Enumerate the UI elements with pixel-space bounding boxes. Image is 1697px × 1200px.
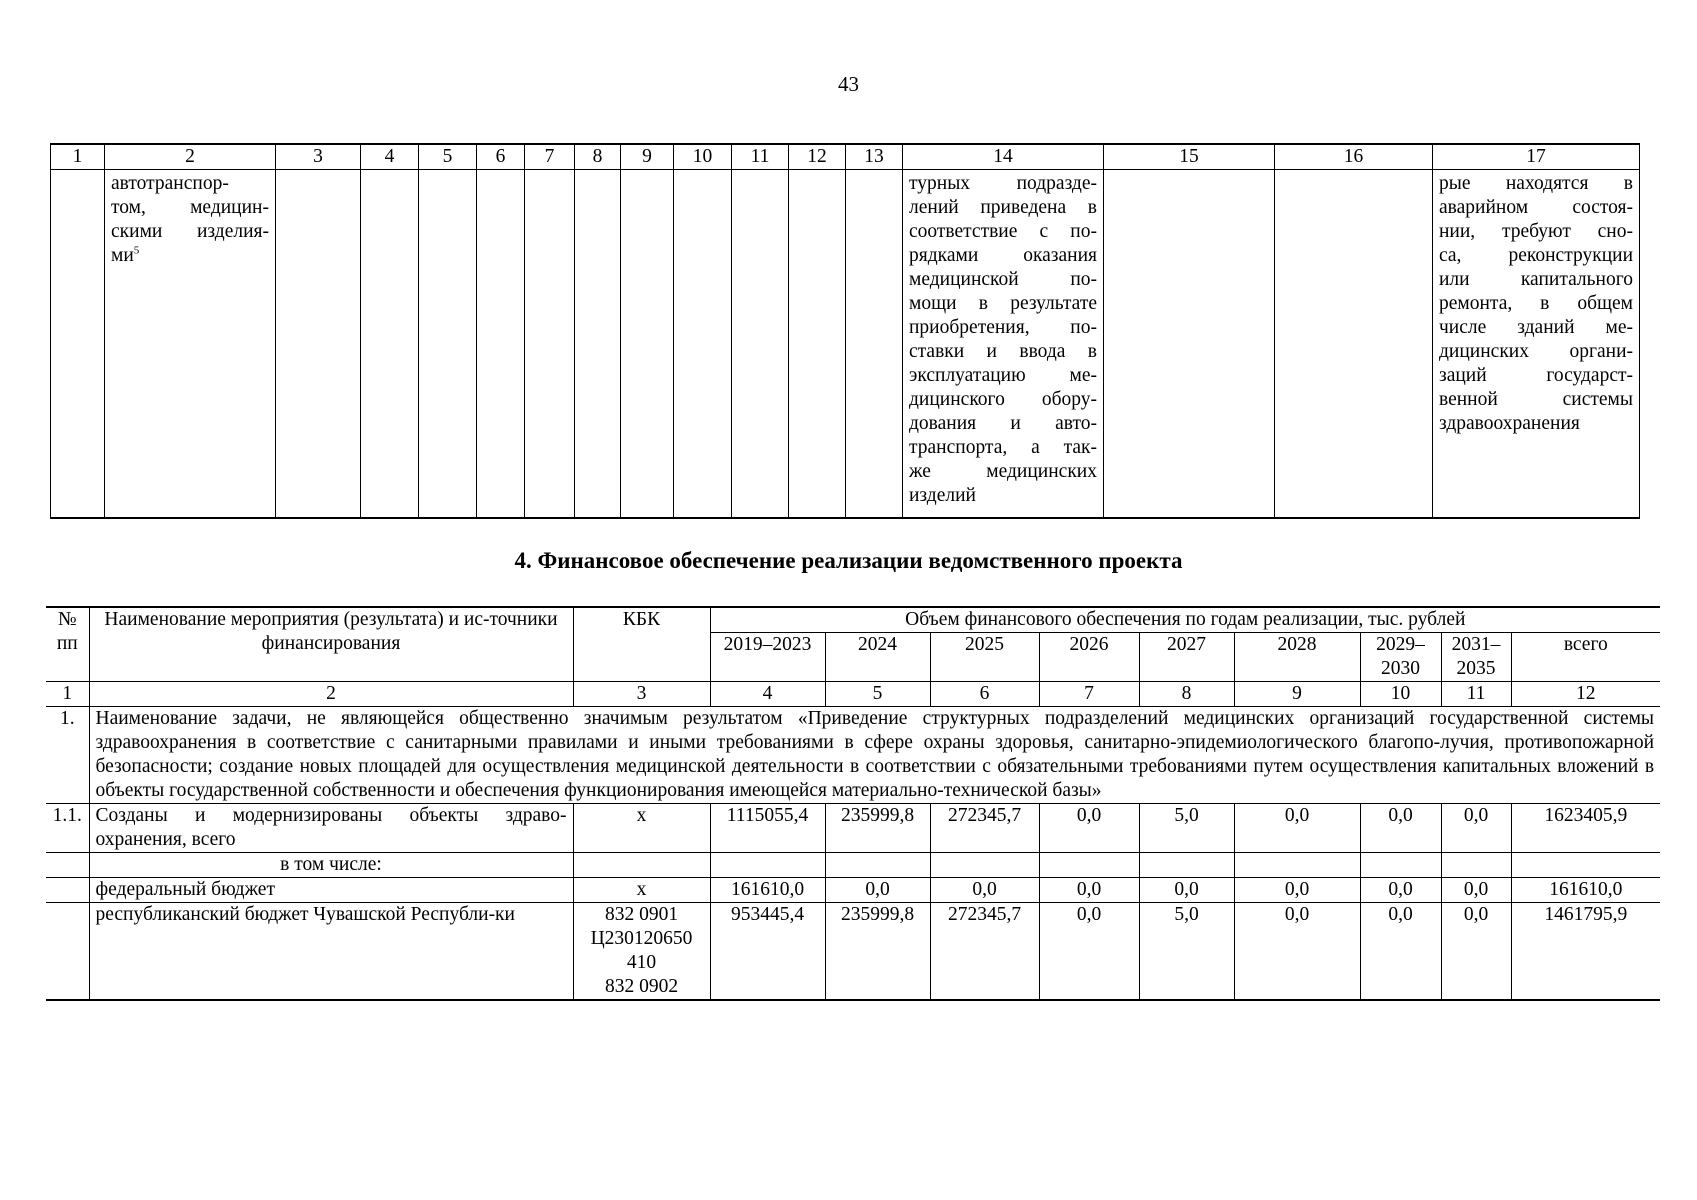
row-value: 1461795,9 (1511, 903, 1660, 1001)
row-value: 0,0 (1234, 804, 1360, 853)
column-number: 1 (46, 682, 89, 707)
row-value (1039, 853, 1139, 878)
table-cell (846, 170, 903, 519)
table-cell (674, 170, 732, 519)
row-name: в том числе: (89, 853, 573, 878)
row-value: 0,0 (1360, 878, 1441, 903)
row-value (1511, 853, 1660, 878)
column-number: 5 (419, 144, 477, 170)
row-value: 272345,7 (930, 804, 1039, 853)
row-number (46, 878, 89, 903)
row-value: 0,0 (1441, 804, 1511, 853)
row-kbk: 832 0901 Ц230120650 410 832 0902 (573, 903, 710, 1001)
row-number: 1.1. (46, 804, 89, 853)
problem-description-cell (1433, 170, 1640, 519)
row-value: 0,0 (1039, 903, 1139, 1001)
column-number: 5 (825, 682, 930, 707)
column-number: 12 (789, 144, 846, 170)
text-line: рядками оказания (909, 245, 1097, 266)
text-line: турных подразде- (909, 173, 1097, 194)
text-line: приобретения, по- (909, 317, 1097, 338)
row-value: 272345,7 (930, 903, 1039, 1001)
column-number: 2 (105, 144, 276, 170)
text-line: дицинского обору- (909, 389, 1097, 410)
column-number: 7 (525, 144, 575, 170)
row-value (710, 853, 825, 878)
column-number: 8 (1139, 682, 1234, 707)
table-row (46, 853, 1660, 878)
text-line: дицинских органи- (1439, 341, 1633, 362)
row-value: 0,0 (1360, 903, 1441, 1001)
task-row (46, 707, 1660, 804)
column-number-row (46, 682, 1660, 707)
column-number: 16 (1275, 144, 1433, 170)
row-value: 953445,4 (710, 903, 825, 1001)
table-row (46, 878, 1660, 903)
table-row (46, 804, 1660, 853)
header-year: 2029– 2030 (1360, 633, 1441, 682)
row-value: 235999,8 (825, 903, 930, 1001)
header-year: 2024 (825, 633, 930, 682)
row-name: федеральный бюджет (89, 878, 573, 903)
row-value: 5,0 (1139, 804, 1234, 853)
text-line: же медицинских (909, 461, 1097, 482)
header-year: 2025 (930, 633, 1039, 682)
column-number: 9 (1234, 682, 1360, 707)
column-number: 1 (51, 144, 105, 170)
column-number: 10 (1360, 682, 1441, 707)
continuation-table (50, 143, 1640, 519)
column-number: 13 (846, 144, 903, 170)
text-line: или капитального (1439, 269, 1633, 290)
column-number: 10 (674, 144, 732, 170)
page-number: 43 (838, 72, 859, 96)
header-year: 2031– 2035 (1441, 633, 1511, 682)
row-value: 0,0 (1234, 903, 1360, 1001)
text-line: здравоохранения (1439, 413, 1580, 434)
header-year: 2027 (1139, 633, 1234, 682)
row-name: Созданы и модернизированы объекты здраво-охранения, всего (89, 804, 573, 853)
header-row (46, 607, 1660, 633)
column-number: 7 (1039, 682, 1139, 707)
row-value: 5,0 (1139, 903, 1234, 1001)
column-number: 4 (361, 144, 419, 170)
row-value: 0,0 (930, 878, 1039, 903)
table-cell (575, 170, 621, 519)
header-name: Наименование мероприятия (результата) и ис-точники финансирования (89, 607, 573, 682)
row-value: 0,0 (1234, 878, 1360, 903)
row-kbk: x (573, 878, 710, 903)
header-kbk: КБК (573, 607, 710, 682)
activity-cell (105, 170, 276, 519)
row-kbk (573, 853, 710, 878)
row-value (1360, 853, 1441, 878)
row-name: республиканский бюджет Чувашской Республи-ки (89, 903, 573, 1001)
table-cell (419, 170, 477, 519)
text-line: мощи в результате (909, 293, 1097, 314)
column-number: 12 (1511, 682, 1660, 707)
row-value: 0,0 (1039, 878, 1139, 903)
text-line: аварийном состоя- (1439, 197, 1633, 218)
column-number: 9 (621, 144, 674, 170)
row-value: 161610,0 (1511, 878, 1660, 903)
table-cell (361, 170, 419, 519)
column-number: 15 (1104, 144, 1275, 170)
row-value: 0,0 (1360, 804, 1441, 853)
text-line: са, реконструкции (1439, 245, 1633, 266)
table-cell (51, 170, 105, 519)
result-description-cell (903, 170, 1104, 519)
header-no: № пп (46, 607, 89, 682)
financing-table (46, 606, 1660, 1001)
text-line: медицинской по- (909, 269, 1097, 290)
row-number (46, 903, 89, 1001)
table-cell (477, 170, 525, 519)
text-line: эксплуатацию ме- (909, 365, 1097, 386)
row-value (1234, 853, 1360, 878)
table-cell (1275, 170, 1433, 519)
header-year: 2019–2023 (710, 633, 825, 682)
section-title: 4. Финансовое обеспечение реализации ведомственного проекта (514, 548, 1183, 573)
text-line: $ми^5$ (111, 244, 140, 266)
table-cell (525, 170, 575, 519)
text-line: рые находятся в (1439, 173, 1633, 194)
row-value: 0,0 (1441, 878, 1511, 903)
table-cell (621, 170, 674, 519)
header-year: всего (1511, 633, 1660, 682)
row-value: 0,0 (1139, 878, 1234, 903)
text-line: заций государст- (1439, 365, 1633, 386)
column-number: 6 (930, 682, 1039, 707)
header-year: 2028 (1234, 633, 1360, 682)
row-number (46, 853, 89, 878)
text-line: автотранспор- (111, 173, 229, 194)
text-line: соответствие с по- (909, 221, 1097, 242)
column-number: 8 (575, 144, 621, 170)
text-line: дования и авто- (909, 413, 1097, 434)
row-value: 161610,0 (710, 878, 825, 903)
text-line: числе зданий ме- (1439, 317, 1633, 338)
row-value: 0,0 (1441, 903, 1511, 1001)
row-value (825, 853, 930, 878)
text-line: нии, требуют сно- (1439, 221, 1633, 242)
row-kbk: x (573, 804, 710, 853)
task-text: Наименование задачи, не являющейся общественно значимым результатом «Приведение структурных подразделений медицинских организаций государственной системы здравоохранения в соответствие с санитарными правилами и иными требованиями в сфере охраны здоровья, санитарно-эпидемиологического благопо-лучия, противопожарной безопасности; создание новых площадей для осуществления медицинской деятельности в соответствии с обязательными требованиями путем осуществления капитальных вложений в объекты государственной собственности и обеспечения функционирования имеющейся материально-технической базы» (89, 707, 1660, 804)
table-cell (732, 170, 789, 519)
row-value: 235999,8 (825, 804, 930, 853)
row-value: 1115055,4 (710, 804, 825, 853)
table-row (51, 170, 1640, 519)
task-no: 1. (46, 707, 89, 804)
column-number: 11 (1441, 682, 1511, 707)
footnote-marker: 5 (133, 244, 140, 257)
column-number: 3 (573, 682, 710, 707)
column-number: 2 (89, 682, 573, 707)
column-number: 14 (903, 144, 1104, 170)
row-value: 0,0 (1039, 804, 1139, 853)
row-value (1441, 853, 1511, 878)
column-number: 17 (1433, 144, 1640, 170)
column-number: 6 (477, 144, 525, 170)
header-volume: Объем финансового обеспечения по годам реализации, тыс. рублей (710, 607, 1660, 633)
text-line: ставки и ввода в (909, 341, 1097, 362)
row-value (930, 853, 1039, 878)
text-line: изделий (909, 485, 976, 506)
column-number-row (51, 144, 1640, 170)
header-year: 2026 (1039, 633, 1139, 682)
column-number: 11 (732, 144, 789, 170)
text-line: венной системы (1439, 389, 1633, 410)
text-line: транспорта, а так- (909, 437, 1097, 458)
table-cell (1104, 170, 1275, 519)
row-value: 0,0 (825, 878, 930, 903)
text-line: том, медицин- (111, 197, 269, 218)
column-number: 4 (710, 682, 825, 707)
column-number: 3 (276, 144, 361, 170)
text-line: ремонта, в общем (1439, 293, 1633, 314)
table-cell (276, 170, 361, 519)
text-line: лений приведена в (909, 197, 1097, 218)
row-value: 1623405,9 (1511, 804, 1660, 853)
table-row (46, 903, 1660, 1001)
table-cell (789, 170, 846, 519)
row-value (1139, 853, 1234, 878)
text-line: скими изделия- (111, 221, 269, 242)
